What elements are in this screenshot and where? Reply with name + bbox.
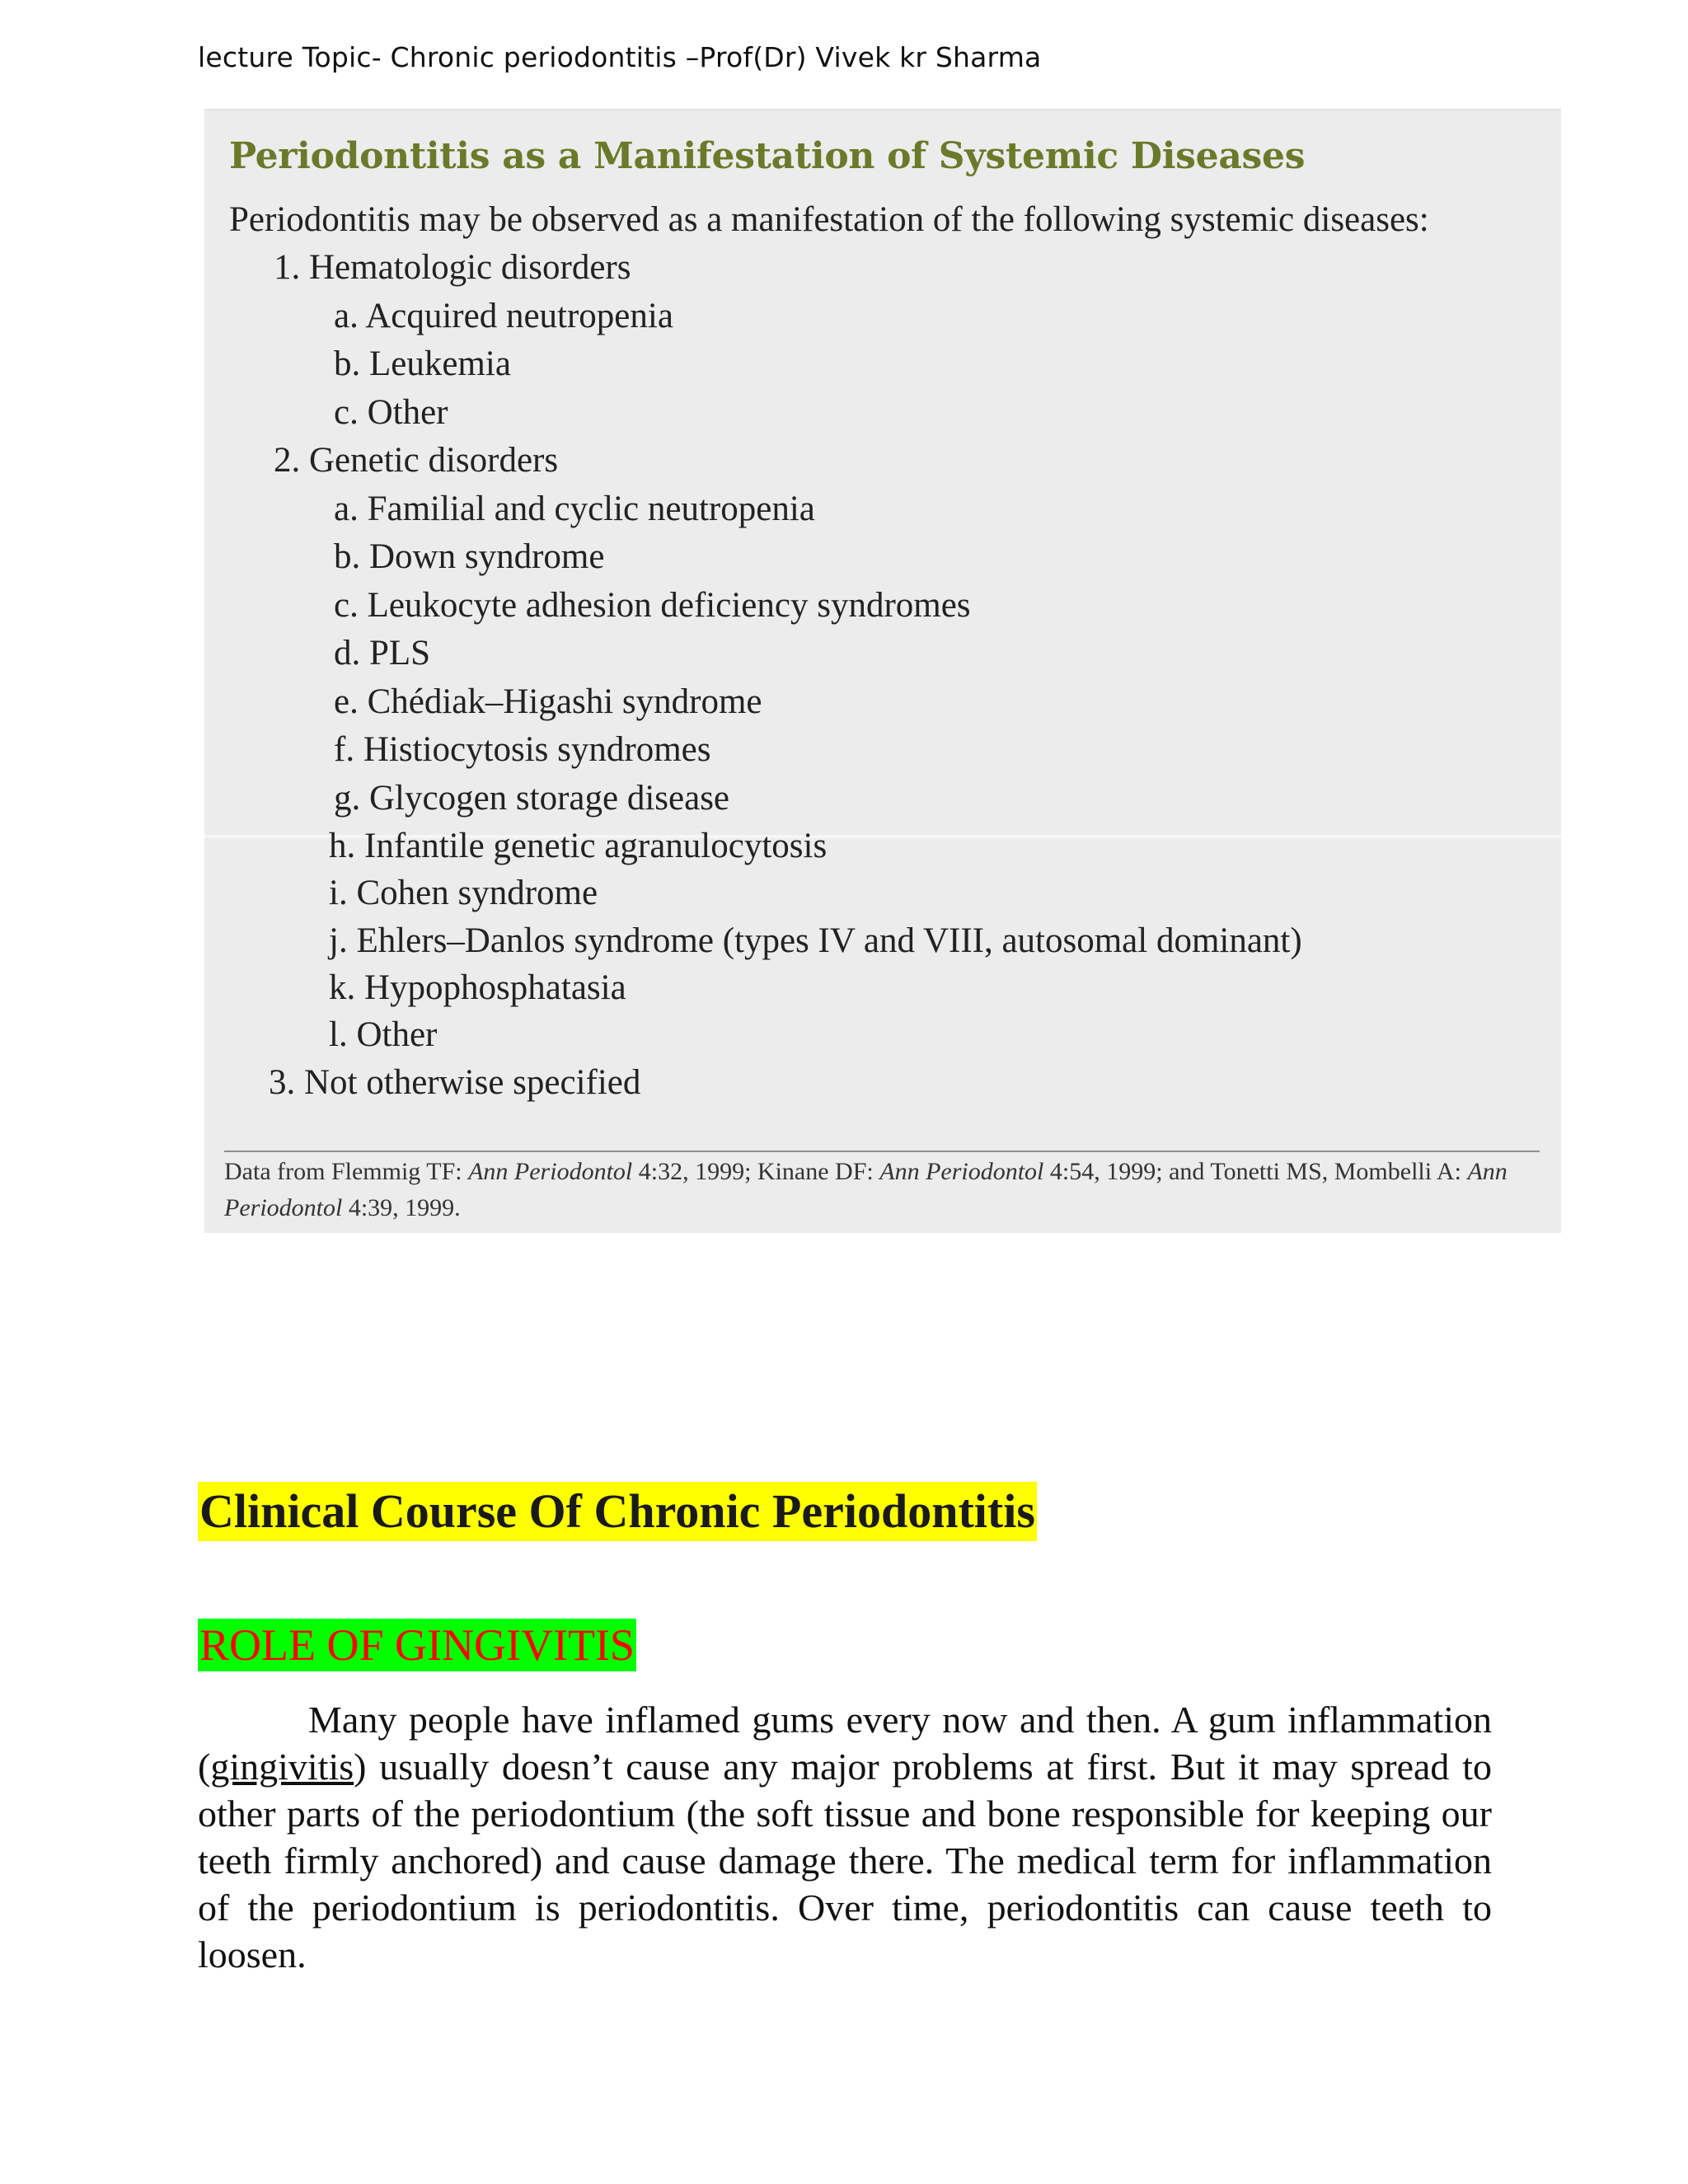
sub-heading: ROLE OF GINGIVITIS	[199, 1620, 635, 1670]
systemic-diseases-table	[204, 109, 1561, 1233]
table-intro: Periodontitis may be observed as a manifestation of the following systemic diseases:	[229, 200, 1429, 239]
table-list-item: 3. Not otherwise specified	[269, 1062, 641, 1102]
paragraph-text-after: ) usually doesn’t cause any major problems at first. But it may spread to other parts of the periodontium (the soft tissue and bone responsible for keeping our teeth firmly anchored) and cause damage there. The medical term for inflammation of the periodontium is periodontitis. Over time, periodontitis can cause teeth to loosen.	[198, 1746, 1492, 1975]
source-text-4: 4:39, 1999.	[342, 1194, 461, 1221]
table-list-item: a. Acquired neutropenia	[334, 296, 673, 335]
table-list-item: j. Ehlers–Danlos syndrome (types IV and VIII, autosomal dominant)	[329, 921, 1302, 960]
table-list-item: 2. Genetic disorders	[274, 441, 559, 480]
table-list-item: c. Leukocyte adhesion deficiency syndromes	[334, 585, 971, 625]
table-list-item: h. Infantile genetic agranulocytosis	[329, 827, 828, 865]
source-text-2: 4:32, 1999; Kinane DF:	[632, 1158, 880, 1185]
table-list-item: f. Histiocytosis syndromes	[334, 730, 711, 769]
table-list-item: k. Hypophosphatasia	[329, 968, 626, 1007]
table-title: Periodontitis as a Manifestation of Systemic Diseases	[229, 135, 1306, 177]
source-text-3: 4:54, 1999; and Tonetti MS, Mombelli A:	[1043, 1158, 1468, 1185]
source-journal-1: Ann Periodontol	[468, 1158, 633, 1185]
table-source-rule	[224, 1151, 1540, 1152]
table-list-item: g. Glycogen storage disease	[334, 778, 730, 818]
table-list-item: l. Other	[329, 1015, 438, 1055]
body-paragraph	[198, 1696, 1492, 1978]
table-list-item: e. Chédiak–Higashi syndrome	[334, 682, 762, 721]
page-header: lecture Topic- Chronic periodontitis –Prof(Dr) Vivek kr Sharma	[198, 41, 1042, 73]
table-list-item: b. Down syndrome	[334, 537, 605, 576]
table-list-item: 1. Hematologic disorders	[274, 248, 631, 287]
source-journal-2: Ann Periodontol	[879, 1158, 1044, 1185]
table-list-item: i. Cohen syndrome	[329, 874, 598, 913]
table-source-note	[224, 1154, 1543, 1226]
paragraph-text-before: Many people have inflamed gums every now and then. A gum inflammation (	[198, 1699, 1492, 1788]
table-list-item: b. Leukemia	[334, 344, 511, 383]
table-list-item: d. PLS	[334, 634, 431, 673]
table-list-item: a. Familial and cyclic neutropenia	[334, 489, 815, 528]
gingivitis-link[interactable]: gingivitis	[210, 1746, 354, 1788]
table-list-item: c. Other	[334, 392, 448, 432]
source-journal-3: Ann Periodontol	[224, 1158, 1507, 1221]
source-text-1: Data from Flemmig TF:	[224, 1158, 469, 1185]
section-heading: Clinical Course Of Chronic Periodontitis	[198, 1482, 1037, 1541]
